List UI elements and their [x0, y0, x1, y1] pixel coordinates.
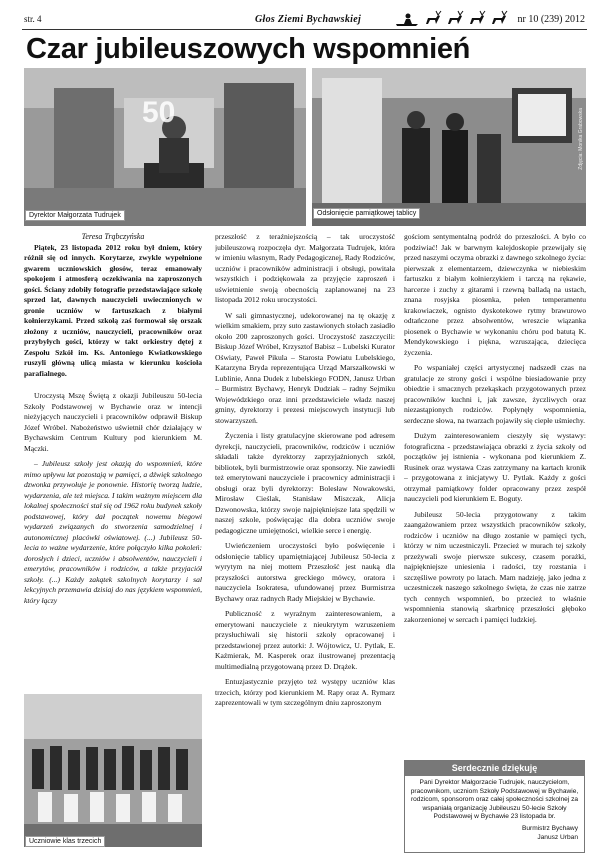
photo-director-caption: Dyrektor Małgorzata Tudrujek	[25, 210, 125, 221]
paragraph: Po wspaniałej części artystycznej nadszedł czas na gratulacje ze strony gości i wspólne biesiadowanie przy obiedzie i smacznych przekąskach przygotowanych przez pracowników kuchni i, jak zawsze, życzliwych oraz niezastąpionych rodziców. Popłynęły wspomnienia, serdeczne słowa, na twarzach pojawiły się ciepłe uśmiechy.	[404, 363, 586, 425]
lead-paragraph: Piątek, 23 listopada 2012 roku był dniem, który różnił się od innych. Korytarze, zwykle wypełnione gwarem uczniowskich głosów, teraz emanowały spokojem i atmosferą oczekiwania na zaproszonych gości. Ściany zdobiły fotografie przedstawiające szkołę sprzed lat, dawnych nauczycieli uwiecznionych w gronie uczniów w fartuszkach z białymi kołnierzykami. Przed szkołą zaś formował się orszak złożony z uczniów, nauczycieli, pracowników oraz przybyłych gości, którzy w takt orkiestry dętej z Zespołu Szkół im. Ks. Antoniego Kwiatkowskiego ruszyli główną ulicą miasta w kierunku kościoła parafialnego.	[24, 242, 202, 378]
paragraph: Publiczność z wyraźnym zainteresowaniem, a emerytowani nauczyciele z nieukrytym wzruszeniem przysłuchiwali się historii szkoły opracowanej i przedstawionej przez autorki: J. Wójtowicz, U. Pytlak, E. Kaźmierak, M. Kasperek oraz ilustrowanej prezentacją multimedialną przygotowaną przez D. Drążek.	[215, 609, 395, 671]
page-number: str. 4	[24, 14, 42, 24]
paragraph: Uwieńczeniem uroczystości było poświęcenie i odsłonięcie tablicy upamiętniającej Jubileusz 50-lecia z wyrytym na niej mottem Przeszłość jest nauką dla przyszłości autorstwa greckiego mówcy, oratora i nauczyciela Isokratesa, ufundowanej przez Burmistrza Bychawy oraz radnych Rady Miejskiej w Bychawie.	[215, 541, 395, 603]
paragraph: Życzenia i listy gratulacyjne skierowane pod adresem dyrekcji, nauczycieli, pracowników, rodziców i uczniów składali także dyrektorzy zaprzyjaźnionych szkół, bibliotek, byli burmistrzowie oraz sponsorzy. Nie zawiedli też emerytowani nauczyciele i pracownicy administracji i obsługi oraz byli dyrektorzy: Bolesław Nowakowski, Mirosław Cieślak, Stanisław Miszczak, Alicja Dzwonowska, którzy swoje najpiękniejsze lata spędzili w naszej szkole, poświęcając dla dobra uczniów swoje pedagogiczne umiejętności, wielkie serce i energię.	[215, 431, 395, 535]
thank-you-text: Pani Dyrektor Małgorzacie Tudrujek, nauczycielom, pracownikom, uczniom Szkoły Podstawowej w Bychawie, rodzicom, sponsorom oraz całej społeczności szkolnej za wspaniałą organizację Jubileuszu 50-lecie Szkoły Podstawowej w Bychawie 23 listopada br.	[410, 779, 579, 821]
photo-students-caption: Uczniowie klas trzecich	[25, 836, 105, 847]
article-title: Czar jubileuszowych wspomnień	[26, 33, 471, 65]
photo-plaque-image	[312, 68, 586, 226]
reindeer-sleigh-icon	[394, 10, 516, 28]
magazine-name: Głos Ziemi Bychawskiej	[255, 14, 362, 25]
paragraph: Dużym zainteresowaniem cieszyły się wystawy: fotograficzna - przedstawiająca obrazki z życia szkoły od początków jej istnienia - wykonana pod kierunkiem Z. Rusinek oraz wystawa Czas zatrzymany na kartach kronik – przygotowana z inicjatywy U. Pytlak. Każdy z gości otrzymał pamiątkowy folder opracowany przez zespół nauczycieli pod kierunkiem E. Boguty.	[404, 431, 586, 503]
paragraph: gościom sentymentalną podróż do przeszłości. A było co podziwiać! Jak w barwnym kalejdoskopie przewijały się przed naszymi oczyma obrazki z dawnego szkolnego życia: pierwszak z elementarzem, dziewczynka w niebieskim fartuszku z białym kołnierzykiem i tarczą na rękawie, harcerze i zuchy z gitarami i rzewną balladą na ustach, znana rosyjska piosenka, pełen temperamentu krakowiaczek, ognisto dyskotekowe rytmy brawurowo odtańczone przez absolwentów, wreszcie wiązanka piosenek o Bychawie w wykonaniu chóru pod batutą K. Mendykowskiego i piękna, wzruszająca, dziecięca życzenia.	[404, 232, 586, 357]
photo-plaque	[312, 68, 586, 226]
article-column-1	[24, 232, 202, 690]
article-author: Teresa Trąbczyńska	[81, 232, 145, 241]
page-header	[22, 10, 587, 30]
photo-director	[24, 68, 306, 226]
photo-director-image	[24, 68, 306, 226]
photo-students	[24, 694, 202, 847]
signature-title: Burmistrz Bychawy	[521, 824, 578, 832]
thank-you-title: Serdecznie dziękuję	[405, 761, 584, 776]
article-column-3	[404, 232, 586, 754]
photo-students-image	[24, 694, 202, 847]
issue-number: nr 10 (239) 2012	[517, 14, 585, 25]
paragraph: Jubileusz 50-lecia przygotowany z takim zaangażowaniem przez wszystkich pracowników szkoły, rodziców i uczniów na długo zostanie w pamięci tych, którzy w nim uczestniczyli. Przecież w murach tej szkoły przeżywali swoje pierwsze sukcesy, czasem porażki, najpiękniejsze uniesienia i radości, tzy rozstania i szczęśliwe powroty po latach. Mam nadzieję, jako jedna z uczestniczek naszego szkolnego święta, że czas nie zatrze tych cennych wspomnień, bo przecież to właśnie wspomnienia stanowią skarbnicę przeszłości głęboko zakorzenionej w sercach i pamięci ludzkiej.	[404, 509, 586, 624]
photo-plaque-caption: Odsłonięcie pamiątkowej tablicy	[313, 208, 420, 219]
signature-name: Janusz Urban	[537, 833, 578, 841]
jubilee-sign: 50	[142, 96, 176, 129]
photo-credit: Zdjęcia: Monika Grabowska	[578, 108, 584, 170]
paragraph: W sali gimnastycznej, udekorowanej na tę okazję z wielkim smakiem, przy suto zastawionych stołach zasiadło około 200 zaproszonych gości. Uroczystość zaszczycili: Biskup Józef Wróbel, Krzysztof Babisz – Lubelski Kurator Oświaty, Paweł Pikula – Starosta Powiatu Lubelskiego, Katarzyna Bryda reprezentująca Urząd Marszałkowski w Lublinie, Anna Dudek z lubelskiego FODN, Janusz Urban – Burmistrz Bychawy, Henryk Dudziak – radny Sejmiku Wojewódzkiego oraz inni przedstawiciele władz naszej gminy, dyrektorzy i prezesi miejscowych instytucji lub stowarzyszeń.	[215, 310, 395, 425]
thank-you-box	[404, 760, 585, 853]
article-column-2	[215, 232, 395, 852]
paragraph: Entuzjastycznie przyjęto też występy uczniów klas trzecich, którzy pod kierunkiem M. Rapy oraz A. Rymarz zaprezentowali w tym szczególnym dniu zaproszonym	[215, 677, 395, 707]
paragraph: Uroczystą Mszę Świętą z okazji Jubileuszu 50-lecia Szkoły Podstawowej w Bychawie oraz w intencji nieżyjących nauczycieli i pracowników odprawił Biskup Józef Wróbel. Nabożeństwo uświetnił chór działający w Bychawskim Centrum Kultury pod kierunkiem M. Mączki.	[24, 391, 202, 453]
paragraph: przeszłość z teraźniejszością – tak uroczystość jubileuszową rozpoczęła dyr. Małgorzata Tudrujek, która w imieniu własnym, Rady Pedagogicznej, Rady Rodziców, uczniów i pracowników administracji i obsługi, powitała wszystkich i podziękowała za przyjęcie zaproszeń i uświetnienie swoją obecnością zaplanowanej na 23 listopada 2012 roku uroczystości.	[215, 232, 395, 304]
paragraph: – Jubileusz szkoły jest okazją do wspomnień, które mimo upływu lat pozostają w pamięci, a dźwięk szkolnego dzwonka przywołuje je ponownie. Historię tworzą ludzie, wydarzenia, ale też miejsca. I takim ważnym miejscem dla lokalnej społeczności stał się od 1962 roku budynek szkoły podstawowej, który dał początek nowemu biegowi wydarzeń związanych do stworzenia samodzielnej i autonomicznej placówki oświatowej. (...) Jubileusz 50-lecia to ważne wydarzenie, które połączyło kilka pokoleń: dorosłych i dzieci, uczniów i absolwentów, nauczycieli i emerytów, pracowników i rodziców, a także przyjaciół szkoły. (...) Każdy zakątek szkolnych korytarzy i sal lekcyjnych przemawia dzisiaj do nas językiem wspomnień, który łączy	[24, 459, 202, 605]
